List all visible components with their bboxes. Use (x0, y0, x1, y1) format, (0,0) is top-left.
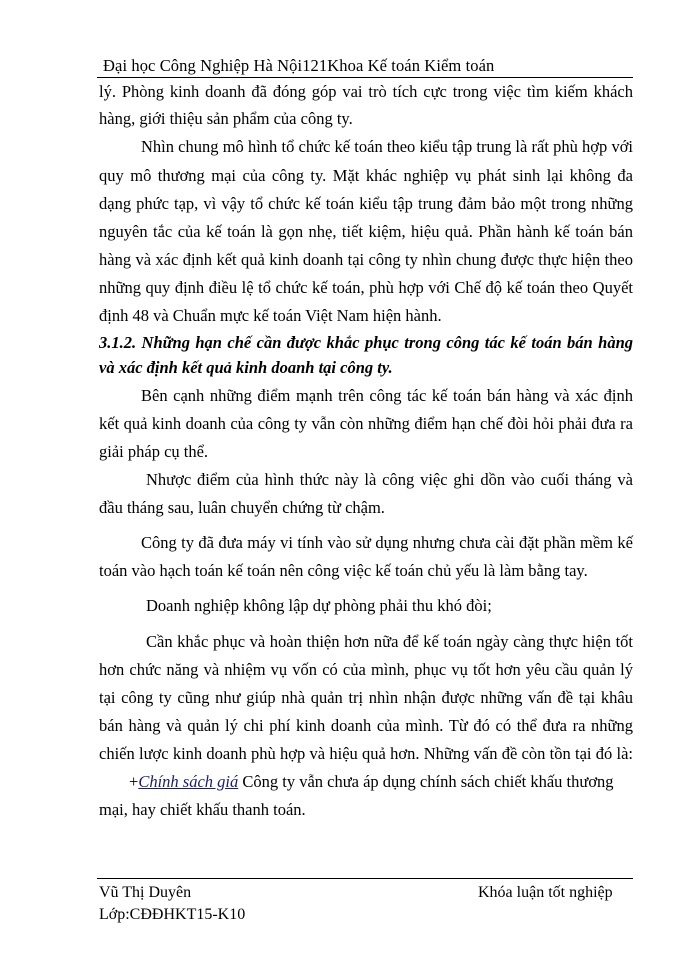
paragraph-line: định 48 và Chuẩn mực kế toán Việt Nam hiện hành. (99, 306, 442, 325)
paragraph-line: Doanh nghiệp không lập dự phòng phải thu khó đòi; (146, 596, 492, 615)
paragraph-text: Công ty vẫn chưa áp dụng chính sách chiết khấu thương (238, 772, 614, 791)
paragraph-line: bán hàng và quản lý chi phí kinh doanh của mình. Từ đó có thể đưa ra những (99, 716, 633, 735)
header-rule (97, 77, 633, 78)
paragraph-line: quy mô thương mại của công ty. Mặt khác nghiệp vụ phát sinh lại không đa (99, 166, 633, 185)
paragraph-line (129, 772, 633, 792)
paragraph-line: hàng, giới thiệu sản phẩm của công ty. (99, 109, 353, 128)
page-header: Đại học Công Nghiệp Hà Nội121Khoa Kế toán Kiểm toán (103, 56, 495, 75)
pricing-policy-link[interactable]: Chính sách giá (138, 772, 239, 791)
paragraph-line: Cần khắc phục và hoàn thiện hơn nữa để kế toán ngày càng thực hiện tốt (146, 632, 633, 651)
footer-class: Lớp:CĐĐHKT15-K10 (99, 906, 246, 923)
paragraph-line: tại công ty cũng như giúp nhà quản trị nhìn nhận được những vấn đề tại khâu (99, 688, 633, 707)
footer-author: Vũ Thị Duyên (99, 884, 192, 901)
paragraph-line: Nhược điểm của hình thức này là công việc ghi dồn vào cuối tháng và (146, 470, 633, 489)
paragraph-line: Nhìn chung mô hình tổ chức kế toán theo kiểu tập trung là rất phù hợp với (141, 137, 633, 156)
paragraph-line: kết quả kinh doanh của công ty vẫn còn những điểm hạn chế đòi hỏi phải đưa ra (99, 414, 633, 433)
paragraph-line: đầu tháng sau, luân chuyển chứng từ chậm. (99, 498, 385, 517)
paragraph-line: lý. Phòng kinh doanh đã đóng góp vai trò tích cực trong việc tìm kiếm khách (99, 82, 633, 101)
paragraph-line: giải pháp cụ thể. (99, 442, 209, 461)
footer-doc-type: Khóa luận tốt nghiệp (478, 884, 613, 901)
section-heading: 3.1.2. Những hạn chế cần được khắc phục trong công tác kế toán bán hàng (99, 333, 633, 352)
paragraph-line: những quy định điều lệ tổ chức kế toán, phù hợp với Chế độ kế toán theo Quyết (99, 278, 633, 297)
bullet-marker: + (129, 772, 139, 791)
paragraph-line: nguyên tắc của kế toán là gọn nhẹ, tiết kiệm, hiệu quả. Phần hành kế toán bán (99, 222, 633, 241)
paragraph-line: hàng và xác định kết quả kinh doanh tại công ty nhìn chung được thực hiện theo (99, 250, 633, 269)
paragraph-line: dạng phức tạp, vì vậy tổ chức kế toán kiểu tập trung đảm bảo một trong những (99, 194, 633, 213)
paragraph-line: Công ty đã đưa máy vi tính vào sử dụng nhưng chưa cài đặt phần mềm kế (141, 533, 633, 552)
footer-rule (97, 878, 633, 879)
paragraph-line: hơn chức năng và nhiệm vụ vốn có của mình, phục vụ tốt hơn yêu cầu quản lý (99, 660, 633, 679)
paragraph-line: mại, hay chiết khấu thanh toán. (99, 800, 306, 819)
paragraph-line: Bên cạnh những điểm mạnh trên công tác kế toán bán hàng và xác định (141, 386, 633, 405)
paragraph-line: toán vào hạch toán kế toán nên công việc kế toán chủ yếu là làm bằng tay. (99, 561, 588, 580)
paragraph-line: chiến lược kinh doanh phù hợp và hiệu quả hơn. Những vấn đề còn tồn tại đó là: (99, 744, 633, 763)
section-heading: và xác định kết quả kinh doanh tại công ty. (99, 358, 393, 377)
